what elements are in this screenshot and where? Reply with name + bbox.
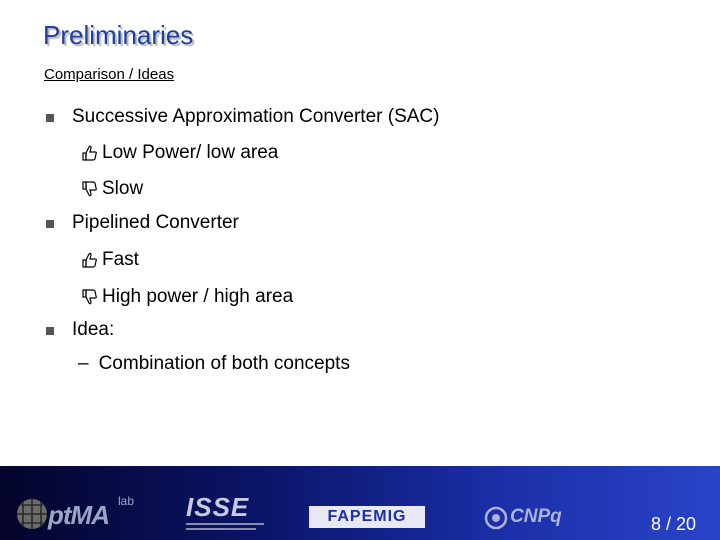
fapemig-logo bbox=[309, 506, 425, 528]
square-bullet-icon bbox=[46, 114, 54, 122]
thumb-up-icon bbox=[82, 144, 98, 162]
con-text: High power / high area bbox=[102, 286, 294, 307]
cnpq-logo bbox=[484, 504, 584, 532]
bullet-text: Idea: bbox=[72, 319, 115, 340]
ptma-logo bbox=[14, 494, 164, 534]
ptma-text: ptMA bbox=[48, 500, 109, 530]
slide-subtitle: Comparison / Ideas bbox=[44, 66, 175, 83]
bullet-text: Successive Approximation Converter (SAC) bbox=[72, 106, 440, 127]
con-item bbox=[82, 178, 143, 200]
bullet-item bbox=[46, 106, 439, 128]
ptma-lab-text: lab bbox=[118, 494, 135, 508]
issse-text: ISSE bbox=[186, 492, 250, 522]
bullet-item bbox=[46, 212, 239, 234]
sub-item bbox=[78, 353, 350, 375]
fapemig-text: FAPEMIG bbox=[327, 508, 407, 525]
bullet-item bbox=[46, 319, 114, 341]
sub-text: Combination of both concepts bbox=[98, 353, 350, 374]
thumb-up-icon bbox=[82, 251, 98, 269]
square-bullet-icon bbox=[46, 220, 54, 228]
issse-underline bbox=[186, 523, 264, 525]
pro-text: Fast bbox=[102, 249, 139, 270]
globe-icon bbox=[14, 496, 50, 532]
pro-text: Low Power/ low area bbox=[102, 142, 279, 163]
pro-item bbox=[82, 142, 278, 164]
pro-item bbox=[82, 249, 139, 271]
con-item bbox=[82, 286, 293, 308]
dash-bullet-icon: – bbox=[78, 353, 89, 374]
thumb-down-icon bbox=[82, 180, 98, 198]
issse-underline bbox=[186, 528, 256, 530]
footer-bar bbox=[0, 466, 720, 540]
cnpq-emblem-icon bbox=[484, 506, 508, 530]
issse-logo bbox=[186, 493, 266, 533]
bullet-text: Pipelined Converter bbox=[72, 212, 239, 233]
square-bullet-icon bbox=[46, 327, 54, 335]
con-text: Slow bbox=[102, 178, 144, 199]
cnpq-text: CNPq bbox=[510, 506, 562, 527]
page-number: 8 / 20 bbox=[650, 514, 696, 534]
slide-title: Preliminaries bbox=[43, 20, 194, 50]
thumb-down-icon bbox=[82, 288, 98, 306]
